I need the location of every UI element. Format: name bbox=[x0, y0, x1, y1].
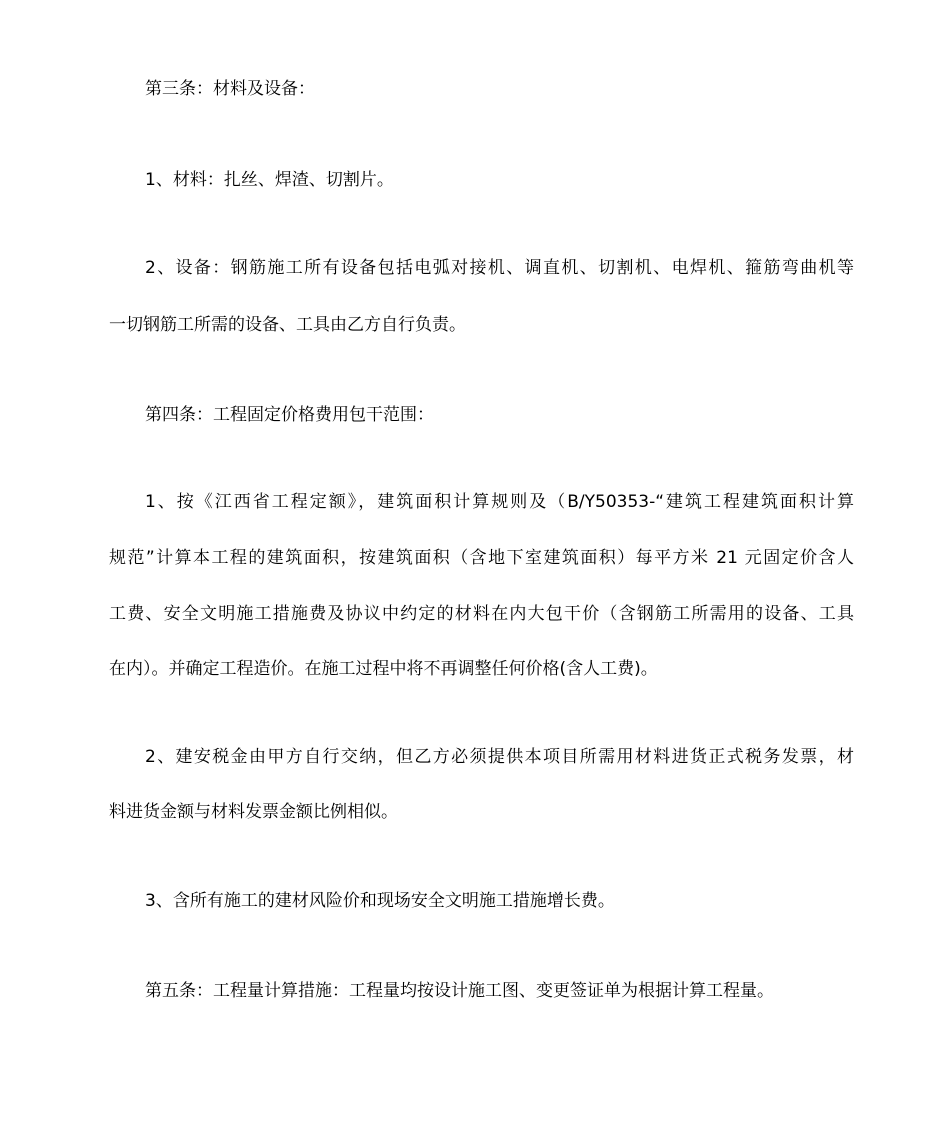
article-3-item-2-line-2: 一切钢筋工所需的设备、工具由乙方自行负责。 bbox=[109, 315, 466, 335]
article-4-heading: 第四条：工程固定价格费用包干范围： bbox=[145, 405, 434, 425]
article-3-item-2-line-1: 2、设备：钢筋施工所有设备包括电弧对接机、调直机、切割机、电焊机、箍筋弯曲机等 bbox=[145, 258, 854, 278]
article-3-heading: 第三条：材料及设备： bbox=[145, 79, 315, 99]
article-5-heading: 第五条：工程量计算措施：工程量均按设计施工图、变更签证单为根据计算工程量。 bbox=[145, 981, 774, 1001]
article-4-item-1-line-4: 在内）。并确定工程造价。在施工过程中将不再调整任何价格(含人工费)。 bbox=[109, 659, 658, 679]
article-4-item-2-line-1: 2、建安税金由甲方自行交纳，但乙方必须提供本项目所需用材料进货正式税务发票，材 bbox=[145, 747, 854, 767]
article-4-item-3: 3、含所有施工的建材风险价和现场安全文明施工措施增长费。 bbox=[145, 891, 615, 911]
article-4-item-2-line-2: 料进货金额与材料发票金额比例相似。 bbox=[109, 802, 398, 822]
article-4-item-1-line-2: 规范”计算本工程的建筑面积，按建筑面积（含地下室建筑面积）每平方米 21 元固定价含人 bbox=[109, 548, 854, 568]
article-3-item-1: 1、材料：扎丝、焊渣、切割片。 bbox=[145, 170, 394, 190]
article-4-item-1-line-3: 工费、安全文明施工措施费及协议中约定的材料在内大包干价（含钢筋工所需用的设备、工具 bbox=[109, 604, 854, 624]
article-4-item-1-line-1: 1、按《江西省工程定额》，建筑面积计算规则及（B/Y50353-“建筑工程建筑面积计算 bbox=[145, 492, 854, 512]
